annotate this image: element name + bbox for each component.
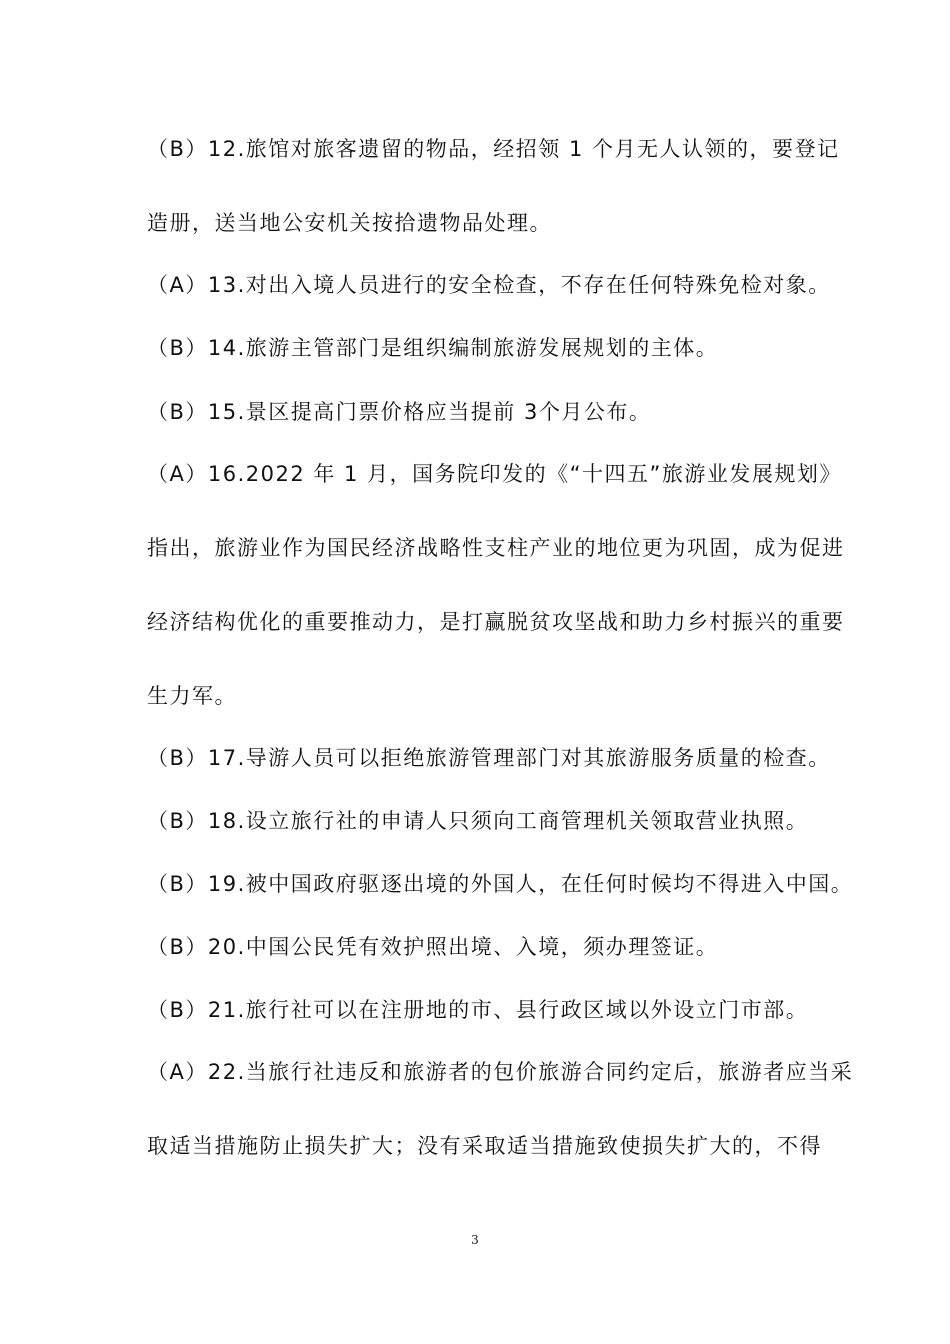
text-line-q16: （A）16.2022 年 1 月，国务院印发的《“十四五”旅游业发展规划》 [147, 462, 842, 486]
text-line-q22-cont: 取适当措施防止损失扩大；没有采取适当措施致使损失扩大的，不得 [147, 1134, 822, 1158]
text-line-q18: （B）18.设立旅行社的申请人只须向工商管理机关领取营业执照。 [147, 809, 809, 833]
text-line-q21: （B）21.旅行社可以在注册地的市、县行政区域以外设立门市部。 [147, 998, 809, 1022]
text-line-q13: （A）13.对出入境人员进行的安全检查，不存在任何特殊免检对象。 [147, 273, 831, 297]
text-line-q16-cont-1: 指出，旅游业作为国民经济战略性支柱产业的地位更为巩固，成为促进 [147, 536, 845, 560]
text-line-q12-cont: 造册，送当地公安机关按拾遗物品处理。 [147, 211, 552, 235]
page-number: 3 [471, 1233, 479, 1247]
text-line-q16-cont-2: 经济结构优化的重要推动力，是打赢脱贫攻坚战和助力乡村振兴的重要 [147, 610, 845, 634]
text-line-q19: （B）19.被中国政府驱逐出境的外国人，在任何时候均不得进入中国。 [147, 872, 854, 896]
text-line-q20: （B）20.中国公民凭有效护照出境、入境，须办理签证。 [147, 935, 719, 959]
text-line-q15: （B）15.景区提高门票价格应当提前 3个月公布。 [147, 400, 652, 424]
text-line-q17: （B）17.导游人员可以拒绝旅游管理部门对其旅游服务质量的检查。 [147, 746, 831, 770]
text-line-q16-cont-3: 生力军。 [147, 684, 237, 708]
text-line-q12: （B）12.旅馆对旅客遗留的物品，经招领 1 个月无人认领的，要登记 [147, 137, 840, 161]
text-line-q14: （B）14.旅游主管部门是组织编制旅游发展规划的主体。 [147, 336, 719, 360]
text-line-q22: （A）22.当旅行社违反和旅游者的包价旅游合同约定后，旅游者应当采 [147, 1060, 854, 1084]
